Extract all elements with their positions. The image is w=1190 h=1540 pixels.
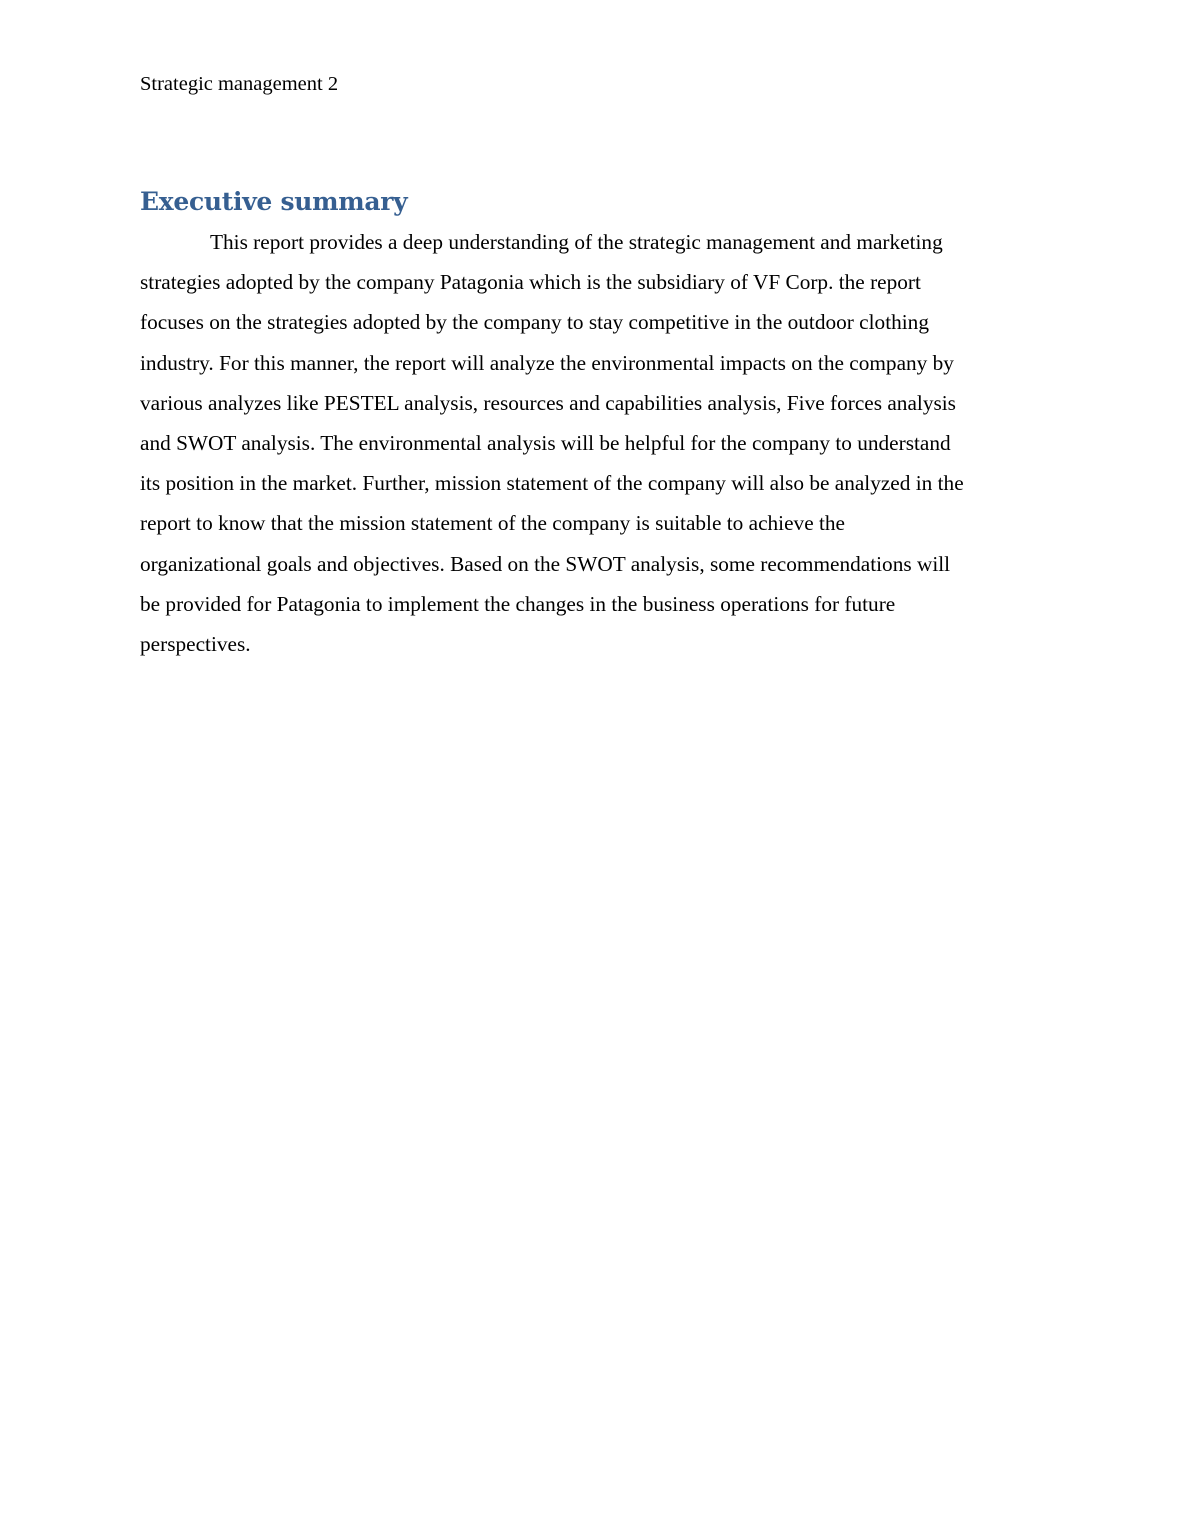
paragraph-line: strategies adopted by the company Patagonia which is the subsidiary of VF Corp. the report xyxy=(140,270,921,295)
paragraph-line: be provided for Patagonia to implement the changes in the business operations for future xyxy=(140,591,896,616)
paragraph-line: organizational goals and objectives. Based on the SWOT analysis, some recommendations will xyxy=(140,551,951,576)
running-header: Strategic management 2 xyxy=(140,73,339,95)
paragraph-line: its position in the market. Further, mission statement of the company will also be analyzed in the xyxy=(140,471,964,496)
paragraph-line: report to know that the mission statement of the company is suitable to achieve the xyxy=(140,511,845,536)
paragraph-line: various analyzes like PESTEL analysis, resources and capabilities analysis, Five forces analysis xyxy=(140,390,956,415)
paragraph-line: perspectives. xyxy=(140,632,251,657)
paragraph-line: This report provides a deep understanding of the strategic management and marketing xyxy=(210,230,943,254)
section-heading: Executive summary xyxy=(140,187,408,216)
paragraph-line: and SWOT analysis. The environmental analysis will be helpful for the company to understand xyxy=(140,431,951,456)
body-paragraph xyxy=(140,222,1046,664)
paragraph-line: industry. For this manner, the report will analyze the environmental impacts on the company by xyxy=(140,350,954,375)
paragraph-line: focuses on the strategies adopted by the company to stay competitive in the outdoor clothing xyxy=(140,310,929,335)
